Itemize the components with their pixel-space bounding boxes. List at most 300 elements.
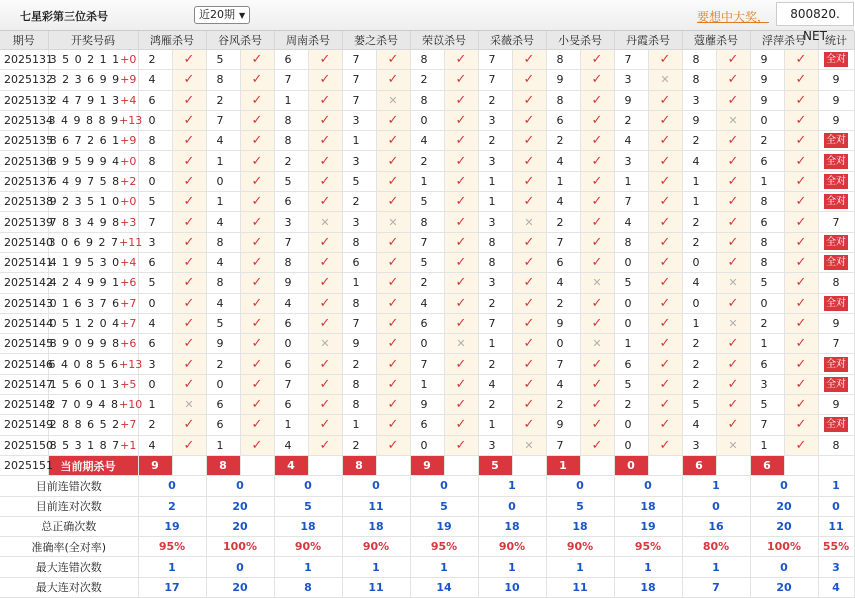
result-mark (308, 90, 342, 110)
result-mark (512, 110, 546, 130)
stats-value: 18 (342, 516, 410, 536)
stat-cell (818, 192, 854, 212)
result-mark (240, 90, 274, 110)
stats-value: 5 (274, 496, 342, 516)
draw-digits: 0 5 1 2 0 4 (49, 317, 121, 330)
check-icon: ✓ (591, 234, 603, 250)
check-icon: ✓ (455, 234, 467, 250)
period-cell: 2025142 (0, 273, 48, 293)
result-mark (172, 50, 206, 70)
result-mark (512, 415, 546, 435)
kill-number: 1 (342, 131, 376, 151)
kill-number: 7 (478, 313, 512, 333)
check-icon: ✓ (319, 275, 331, 291)
cross-icon: ✕ (388, 215, 398, 229)
draw-digits: 3 5 0 2 1 1 (49, 53, 121, 67)
result-mark (376, 374, 410, 394)
kill-number: 4 (614, 131, 648, 151)
kill-number: 5 (614, 273, 648, 293)
stats-value: 1 (342, 557, 410, 577)
kill-number: 8 (206, 273, 240, 293)
check-icon: ✓ (795, 316, 807, 331)
result-mark (308, 415, 342, 435)
kill-number: 0 (138, 110, 172, 130)
kill-number: 9 (546, 313, 580, 333)
stats-value: 7 (682, 577, 750, 597)
kill-number: 3 (342, 151, 376, 171)
correct-count: 8 (832, 276, 840, 290)
kill-number: 5 (206, 50, 240, 70)
result-mark (240, 415, 274, 435)
result-mark (444, 395, 478, 415)
stats-row (0, 537, 854, 557)
result-mark (308, 232, 342, 252)
period-cell: 2025134 (0, 110, 48, 130)
kill-number: 7 (614, 50, 648, 70)
table-row (0, 415, 854, 435)
stats-value: 1 (478, 476, 546, 496)
result-mark (308, 334, 342, 354)
check-icon: ✓ (387, 295, 399, 311)
check-icon: ✓ (795, 417, 807, 433)
stats-value: 90% (274, 537, 342, 557)
result-mark (172, 110, 206, 130)
kill-number: 0 (138, 374, 172, 394)
check-icon: ✓ (591, 417, 603, 433)
kill-number: 4 (682, 415, 716, 435)
kill-number: 7 (546, 232, 580, 252)
kill-number: 6 (138, 334, 172, 354)
kill-number: 2 (478, 90, 512, 110)
check-icon: ✓ (659, 376, 671, 392)
stats-value: 0 (206, 476, 274, 496)
check-icon: ✓ (387, 52, 399, 68)
check-icon: ✓ (795, 295, 807, 311)
kill-number: 6 (342, 252, 376, 272)
table-row (0, 171, 854, 191)
kill-number: 0 (410, 435, 444, 455)
result-mark (716, 273, 750, 293)
result-mark (172, 334, 206, 354)
result-mark (376, 395, 410, 415)
check-icon: ✓ (795, 234, 807, 250)
stat-cell (818, 293, 854, 313)
result-mark (308, 395, 342, 415)
draw-sum: +2 (120, 174, 137, 188)
stats-value: 19 (614, 516, 682, 536)
stats-row (0, 577, 854, 597)
result-mark (172, 212, 206, 232)
result-mark (444, 273, 478, 293)
result-mark (580, 415, 614, 435)
stats-value: 18 (478, 516, 546, 536)
stat-cell (818, 171, 854, 191)
check-icon: ✓ (795, 92, 807, 108)
check-icon: ✓ (455, 275, 467, 291)
result-mark (784, 232, 818, 252)
check-icon: ✓ (523, 92, 535, 108)
result-mark (580, 50, 614, 70)
kill-number: 1 (478, 171, 512, 191)
check-icon: ✓ (591, 356, 603, 372)
stats-value: 95% (614, 537, 682, 557)
stats-value: 3 (818, 557, 854, 577)
check-icon: ✓ (455, 153, 467, 169)
result-mark (648, 131, 682, 151)
kill-number: 0 (410, 110, 444, 130)
result-mark (172, 273, 206, 293)
kill-number: 4 (546, 273, 580, 293)
result-mark (512, 354, 546, 374)
result-mark (648, 50, 682, 70)
table-row (0, 110, 854, 130)
result-mark (240, 110, 274, 130)
kill-number: 5 (682, 395, 716, 415)
check-icon: ✓ (523, 234, 535, 250)
stats-value: 1 (614, 557, 682, 577)
empty-cell (308, 455, 342, 475)
result-mark (784, 110, 818, 130)
draw-sum: +1 (120, 438, 137, 452)
kill-number: 1 (750, 334, 784, 354)
result-mark (240, 70, 274, 90)
cross-icon: ✕ (524, 438, 534, 452)
stats-value: 80% (682, 537, 750, 557)
kill-number: 2 (342, 354, 376, 374)
draw-number-cell (48, 131, 138, 151)
period-select[interactable] (194, 6, 250, 24)
check-icon: ✓ (387, 356, 399, 372)
stat-cell (818, 374, 854, 394)
result-mark (784, 395, 818, 415)
check-icon: ✓ (183, 376, 195, 392)
check-icon: ✓ (591, 437, 603, 453)
kill-number: 9 (750, 50, 784, 70)
check-icon: ✓ (387, 72, 399, 88)
kill-number: 8 (750, 252, 784, 272)
period-cell: 2025143 (0, 293, 48, 313)
draw-sum: +9 (120, 73, 137, 87)
check-icon: ✓ (591, 316, 603, 331)
kill-number: 7 (342, 90, 376, 110)
period-cell: 2025135 (0, 131, 48, 151)
kill-number: 1 (342, 415, 376, 435)
kill-number: 6 (274, 395, 308, 415)
check-icon: ✓ (727, 295, 739, 311)
site-badge[interactable]: 800820. NET (776, 2, 854, 26)
check-icon: ✓ (523, 417, 535, 433)
kill-number: 6 (206, 415, 240, 435)
check-icon: ✓ (659, 437, 671, 453)
kill-number: 1 (138, 395, 172, 415)
period-cell: 2025151 (0, 455, 48, 475)
check-icon: ✓ (319, 417, 331, 433)
draw-sum: +11 (118, 235, 143, 249)
check-icon: ✓ (251, 397, 263, 413)
draw-digits: 0 1 6 3 7 6 (49, 296, 121, 310)
check-icon: ✓ (387, 133, 399, 149)
check-icon: ✓ (591, 173, 603, 189)
kill-number: 0 (682, 252, 716, 272)
draw-sum: +0 (120, 154, 137, 168)
result-mark (648, 252, 682, 272)
check-icon: ✓ (251, 275, 263, 291)
draw-digits: 2 4 7 9 1 3 (49, 93, 121, 107)
result-mark (376, 151, 410, 171)
check-icon: ✓ (523, 113, 535, 129)
column-header: 开奖号码 (48, 31, 138, 50)
current-kill-number: 4 (274, 455, 308, 475)
kill-number: 4 (682, 151, 716, 171)
result-mark (240, 151, 274, 171)
check-icon: ✓ (319, 113, 331, 129)
draw-sum: +7 (120, 317, 137, 330)
correct-count: 7 (832, 337, 840, 351)
result-mark (444, 435, 478, 455)
stat-cell (818, 212, 854, 232)
check-icon: ✓ (591, 255, 603, 271)
stats-value: 20 (750, 496, 818, 516)
check-icon: ✓ (455, 72, 467, 88)
kill-number: 8 (206, 232, 240, 252)
result-mark (648, 354, 682, 374)
draw-sum: +4 (120, 93, 137, 107)
stat-cell (818, 354, 854, 374)
check-icon: ✓ (591, 194, 603, 210)
period-cell: 2025144 (0, 313, 48, 333)
stat-cell (818, 232, 854, 252)
kill-number: 8 (342, 374, 376, 394)
result-mark (784, 313, 818, 333)
stat-cell (818, 131, 854, 151)
kill-number: 3 (138, 232, 172, 252)
draw-sum: +7 (120, 418, 137, 432)
check-icon: ✓ (727, 194, 739, 210)
result-mark (376, 435, 410, 455)
all-correct-badge: 全对 (826, 378, 846, 390)
result-mark (308, 313, 342, 333)
result-mark (512, 252, 546, 272)
check-icon: ✓ (183, 153, 195, 169)
result-mark (308, 151, 342, 171)
draw-number-cell (48, 374, 138, 394)
kill-number: 8 (478, 252, 512, 272)
check-icon: ✓ (727, 214, 739, 230)
result-mark (784, 131, 818, 151)
kill-number: 5 (206, 313, 240, 333)
check-icon: ✓ (183, 255, 195, 271)
stats-label: 目前连对次数 (0, 496, 138, 516)
kill-number: 1 (342, 273, 376, 293)
check-icon: ✓ (659, 336, 671, 352)
stats-value: 0 (750, 476, 818, 496)
kill-number: 8 (546, 50, 580, 70)
check-icon: ✓ (523, 316, 535, 331)
check-icon: ✓ (251, 133, 263, 149)
check-icon: ✓ (387, 336, 399, 352)
result-mark (172, 395, 206, 415)
check-icon: ✓ (455, 316, 467, 331)
result-mark (716, 70, 750, 90)
stats-value: 90% (546, 537, 614, 557)
column-header: 浮萍杀号 (750, 31, 818, 50)
kill-number: 9 (206, 334, 240, 354)
stats-value: 5 (410, 496, 478, 516)
kill-number: 7 (274, 70, 308, 90)
stats-value: 14 (410, 577, 478, 597)
result-mark (784, 50, 818, 70)
stats-row (0, 496, 854, 516)
stat-cell (818, 435, 854, 455)
empty-cell (512, 455, 546, 475)
kill-number: 8 (682, 50, 716, 70)
check-icon: ✓ (387, 275, 399, 291)
draw-number-cell (48, 151, 138, 171)
check-icon: ✓ (795, 275, 807, 291)
current-kill-number: 8 (342, 455, 376, 475)
draw-digits: 1 5 6 0 1 3 (49, 377, 121, 391)
stats-value: 0 (206, 557, 274, 577)
draw-digits: 4 1 9 5 3 0 (49, 256, 121, 270)
check-icon: ✓ (727, 255, 739, 271)
check-icon: ✓ (523, 173, 535, 189)
result-mark (308, 171, 342, 191)
current-kill-number: 1 (546, 455, 580, 475)
result-mark (308, 50, 342, 70)
check-icon: ✓ (591, 92, 603, 108)
kill-number: 8 (274, 131, 308, 151)
check-icon: ✓ (591, 52, 603, 68)
draw-number-cell (48, 192, 138, 212)
kill-number: 8 (478, 232, 512, 252)
result-mark (580, 171, 614, 191)
result-mark (580, 395, 614, 415)
kill-number: 3 (478, 273, 512, 293)
result-mark (716, 151, 750, 171)
correct-count: 9 (832, 398, 840, 412)
kill-number: 8 (410, 90, 444, 110)
current-kill-number: 6 (682, 455, 716, 475)
all-correct-badge: 全对 (826, 175, 846, 187)
check-icon: ✓ (251, 173, 263, 189)
check-icon: ✓ (251, 356, 263, 372)
check-icon: ✓ (183, 72, 195, 88)
check-icon: ✓ (727, 376, 739, 392)
result-mark (444, 232, 478, 252)
kill-number: 1 (206, 151, 240, 171)
result-mark (376, 273, 410, 293)
result-mark (444, 293, 478, 313)
kill-number: 8 (274, 252, 308, 272)
table-row (0, 293, 854, 313)
result-mark (716, 293, 750, 313)
draw-digits: 8 6 7 2 6 1 (49, 134, 121, 148)
period-cell: 2025131 (0, 50, 48, 70)
kill-number: 1 (614, 171, 648, 191)
period-cell: 2025146 (0, 354, 48, 374)
table-row (0, 273, 854, 293)
current-kill-number: 0 (614, 455, 648, 475)
result-mark (784, 192, 818, 212)
result-mark (172, 90, 206, 110)
check-icon: ✓ (523, 194, 535, 210)
column-header: 蔻蘼杀号 (682, 31, 750, 50)
result-mark (376, 70, 410, 90)
result-mark (648, 212, 682, 232)
result-mark (308, 252, 342, 272)
kill-number: 2 (682, 334, 716, 354)
stat-cell (818, 252, 854, 272)
result-mark (308, 293, 342, 313)
check-icon: ✓ (659, 133, 671, 149)
kill-number: 4 (410, 131, 444, 151)
kill-number: 2 (478, 395, 512, 415)
stats-value: 20 (750, 516, 818, 536)
kill-number: 1 (410, 374, 444, 394)
kill-number: 2 (750, 313, 784, 333)
check-icon: ✓ (727, 92, 739, 108)
kill-number: 4 (274, 435, 308, 455)
check-icon: ✓ (727, 356, 739, 372)
result-mark (716, 50, 750, 70)
result-mark (580, 131, 614, 151)
result-mark (512, 334, 546, 354)
result-mark (444, 192, 478, 212)
kill-number: 2 (342, 435, 376, 455)
period-cell: 2025140 (0, 232, 48, 252)
stats-value: 0 (274, 476, 342, 496)
draw-sum: +9 (120, 134, 137, 148)
stats-value: 1 (682, 476, 750, 496)
kill-number: 6 (138, 252, 172, 272)
result-mark (376, 334, 410, 354)
kill-number: 8 (410, 212, 444, 232)
kill-number: 7 (478, 50, 512, 70)
empty-cell (648, 455, 682, 475)
check-icon: ✓ (251, 336, 263, 352)
promo-link[interactable]: 要想中大奖， (697, 10, 770, 24)
kill-number: 3 (342, 212, 376, 232)
stats-label: 总正确次数 (0, 516, 138, 536)
cross-icon: ✕ (728, 317, 738, 330)
result-mark (784, 273, 818, 293)
result-mark (172, 415, 206, 435)
table-row (0, 395, 854, 415)
draw-digits: 9 2 3 5 1 0 (49, 195, 121, 209)
period-cell: 2025150 (0, 435, 48, 455)
period-cell: 2025141 (0, 252, 48, 272)
stats-value: 11 (342, 577, 410, 597)
stat-cell (818, 415, 854, 435)
result-mark (512, 151, 546, 171)
result-mark (376, 50, 410, 70)
result-mark (444, 131, 478, 151)
kill-number: 1 (478, 192, 512, 212)
draw-sum: +0 (120, 53, 137, 67)
kill-number: 9 (342, 334, 376, 354)
result-mark (580, 192, 614, 212)
kill-number: 5 (138, 192, 172, 212)
result-mark (308, 110, 342, 130)
kill-number: 8 (342, 293, 376, 313)
kill-number: 4 (546, 151, 580, 171)
result-mark (172, 192, 206, 212)
column-header: 蒌之杀号 (342, 31, 410, 50)
table-row (0, 50, 854, 70)
kill-number: 8 (410, 50, 444, 70)
kill-number: 7 (546, 354, 580, 374)
check-icon: ✓ (727, 173, 739, 189)
